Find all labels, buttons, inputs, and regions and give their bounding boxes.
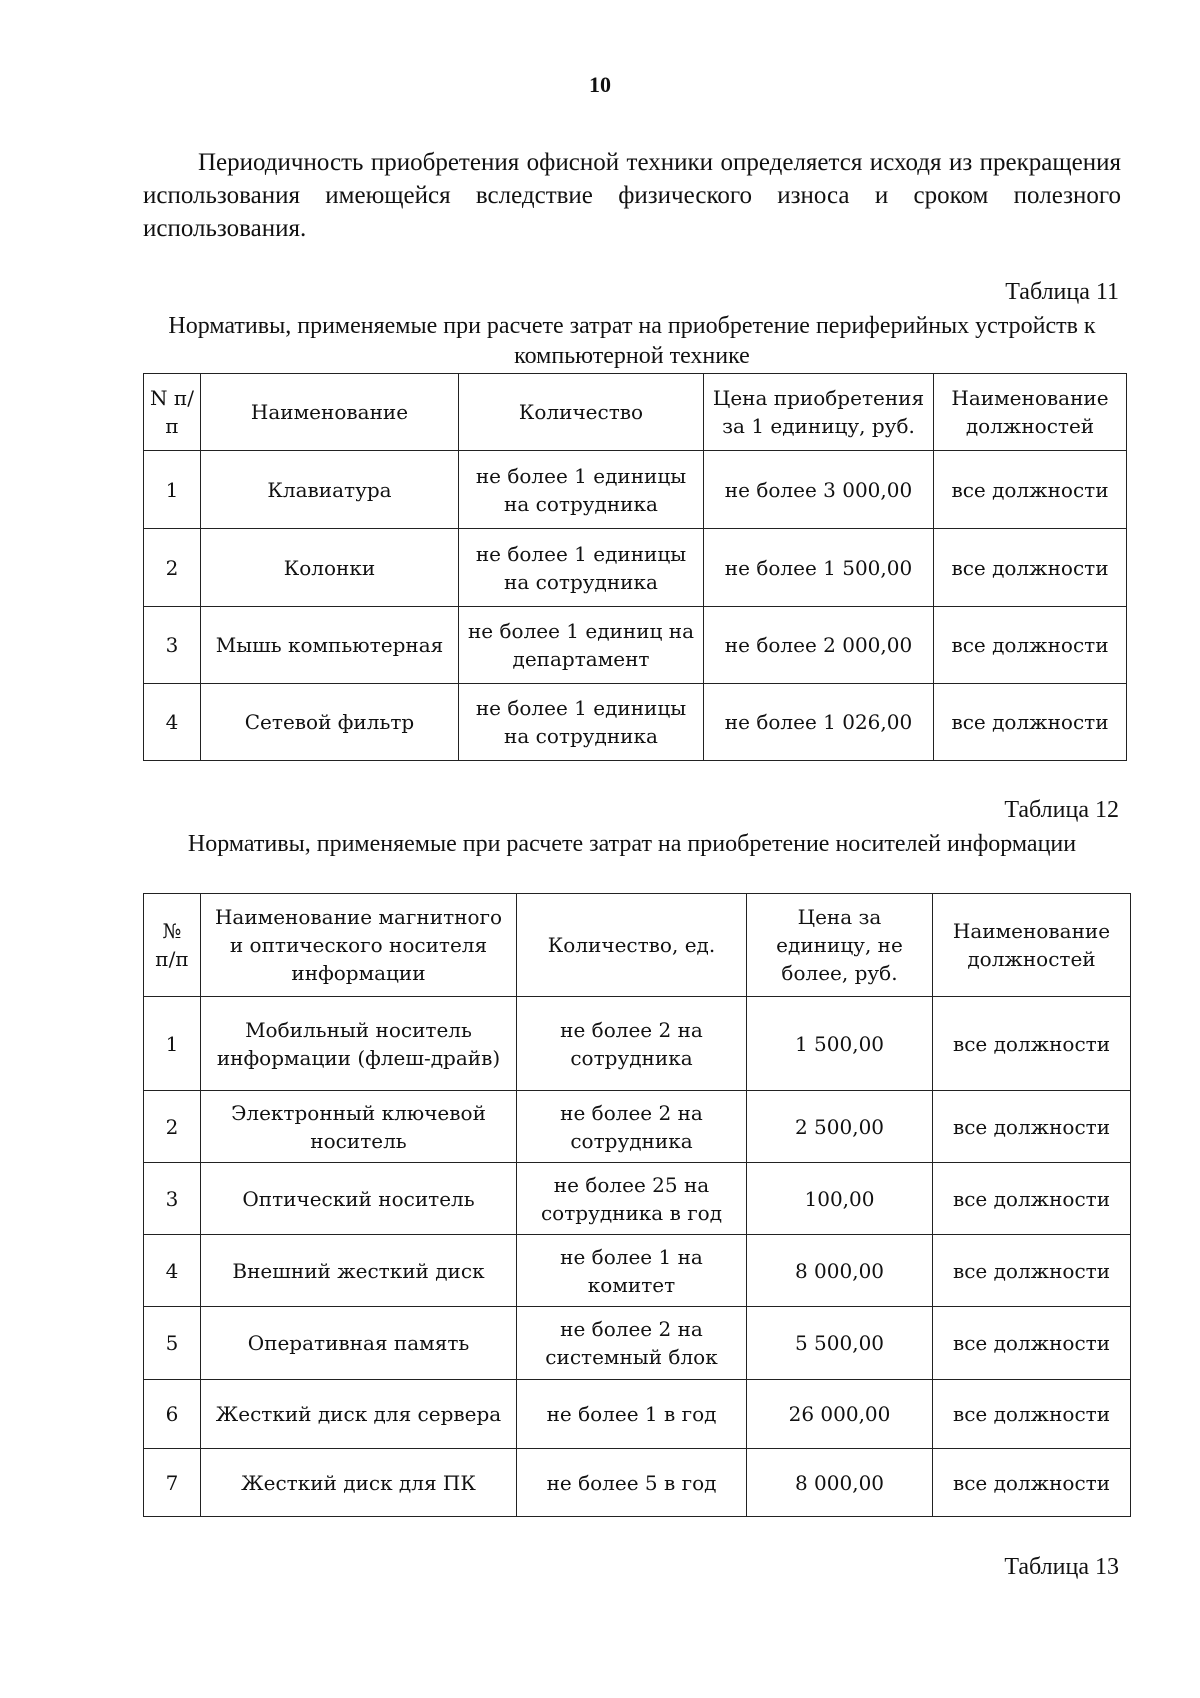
table-row bbox=[144, 1235, 1131, 1307]
table-cell: 1 bbox=[144, 451, 201, 529]
table-cell: все должности bbox=[934, 684, 1127, 761]
table-cell: Мышь компьютерная bbox=[201, 607, 459, 684]
table-12-header: Количество, ед. bbox=[517, 894, 747, 997]
table-row bbox=[144, 607, 1127, 684]
table-12-title: Нормативы, применяемые при расчете затрат на приобретение носителей информации bbox=[187, 831, 1077, 857]
table-cell: 26 000,00 bbox=[747, 1380, 933, 1449]
table-11-header: Цена приобретения за 1 единицу, руб. bbox=[704, 374, 934, 451]
table-cell: Колонки bbox=[201, 529, 459, 607]
table-cell: 4 bbox=[144, 684, 201, 761]
table-row bbox=[144, 1307, 1131, 1380]
table-cell: 2 bbox=[144, 1091, 201, 1163]
table-cell: Мобильный носитель информации (флеш-драйв) bbox=[201, 997, 517, 1091]
table-cell: не более 2 на сотрудника bbox=[517, 1091, 747, 1163]
table-cell: 8 000,00 bbox=[747, 1449, 933, 1517]
table-cell: все должности bbox=[933, 1380, 1131, 1449]
table-cell: не более 5 в год bbox=[517, 1449, 747, 1517]
table-cell: 7 bbox=[144, 1449, 201, 1517]
table-cell: не более 25 на сотрудника в год bbox=[517, 1163, 747, 1235]
table-13-label: Таблица 13 bbox=[1004, 1554, 1119, 1580]
table-cell: все должности bbox=[933, 1235, 1131, 1307]
table-cell: Оперативная память bbox=[201, 1307, 517, 1380]
table-cell: 2 500,00 bbox=[747, 1091, 933, 1163]
table-11-header-row bbox=[144, 374, 1127, 451]
table-11-header: Наименование должностей bbox=[934, 374, 1127, 451]
table-cell: не более 2 000,00 bbox=[704, 607, 934, 684]
table-11-title: Нормативы, применяемые при расчете затрат на приобретение периферийных устройств к компьютерной технике bbox=[168, 313, 1096, 369]
table-row bbox=[144, 1163, 1131, 1235]
table-cell: все должности bbox=[933, 1307, 1131, 1380]
table-cell: 6 bbox=[144, 1380, 201, 1449]
page-number: 10 bbox=[589, 72, 611, 97]
table-cell: 5 bbox=[144, 1307, 201, 1380]
table-cell: все должности bbox=[934, 529, 1127, 607]
table-cell: 1 500,00 bbox=[747, 997, 933, 1091]
table-cell: 5 500,00 bbox=[747, 1307, 933, 1380]
table-row bbox=[144, 684, 1127, 761]
table-12-header: Наименование магнитного и оптического носителя информации bbox=[201, 894, 517, 997]
table-cell: все должности bbox=[933, 1163, 1131, 1235]
table-cell: не более 1 единиц на департамент bbox=[459, 607, 704, 684]
table-row bbox=[144, 997, 1131, 1091]
table-cell: все должности bbox=[933, 1091, 1131, 1163]
table-cell: Жесткий диск для ПК bbox=[201, 1449, 517, 1517]
table-cell: 4 bbox=[144, 1235, 201, 1307]
table-cell: не более 1 единицы на сотрудника bbox=[459, 529, 704, 607]
table-row bbox=[144, 529, 1127, 607]
table-12-label: Таблица 12 bbox=[1004, 797, 1119, 823]
table-12 bbox=[143, 893, 1131, 1517]
table-cell: Сетевой фильтр bbox=[201, 684, 459, 761]
table-cell: все должности bbox=[933, 1449, 1131, 1517]
table-cell: Электронный ключевой носитель bbox=[201, 1091, 517, 1163]
table-cell: Оптический носитель bbox=[201, 1163, 517, 1235]
table-cell: не более 1 026,00 bbox=[704, 684, 934, 761]
table-cell: 3 bbox=[144, 1163, 201, 1235]
table-cell: не более 1 на комитет bbox=[517, 1235, 747, 1307]
table-row bbox=[144, 1380, 1131, 1449]
table-cell: не более 1 в год bbox=[517, 1380, 747, 1449]
table-cell: Внешний жесткий диск bbox=[201, 1235, 517, 1307]
table-cell: Клавиатура bbox=[201, 451, 459, 529]
table-cell: не более 2 на сотрудника bbox=[517, 997, 747, 1091]
table-row bbox=[144, 451, 1127, 529]
table-11-header: N п/п bbox=[144, 374, 201, 451]
table-cell: не более 1 единицы на сотрудника bbox=[459, 451, 704, 529]
table-11 bbox=[143, 373, 1127, 761]
table-cell: 3 bbox=[144, 607, 201, 684]
table-11-header: Наименование bbox=[201, 374, 459, 451]
table-row bbox=[144, 1449, 1131, 1517]
table-row bbox=[144, 1091, 1131, 1163]
table-12-header: Цена за единицу, не более, руб. bbox=[747, 894, 933, 997]
table-cell: все должности bbox=[934, 607, 1127, 684]
table-12-header-row bbox=[144, 894, 1131, 997]
table-cell: не более 3 000,00 bbox=[704, 451, 934, 529]
table-cell: 100,00 bbox=[747, 1163, 933, 1235]
table-cell: не более 2 на системный блок bbox=[517, 1307, 747, 1380]
table-cell: Жесткий диск для сервера bbox=[201, 1380, 517, 1449]
table-11-label: Таблица 11 bbox=[1005, 279, 1119, 305]
table-11-header: Количество bbox=[459, 374, 704, 451]
table-cell: 8 000,00 bbox=[747, 1235, 933, 1307]
table-12-header: № п/п bbox=[144, 894, 201, 997]
table-12-header: Наименование должностей bbox=[933, 894, 1131, 997]
table-cell: 1 bbox=[144, 997, 201, 1091]
table-cell: не более 1 500,00 bbox=[704, 529, 934, 607]
table-cell: все должности bbox=[934, 451, 1127, 529]
table-cell: не более 1 единицы на сотрудника bbox=[459, 684, 704, 761]
table-cell: 2 bbox=[144, 529, 201, 607]
intro-paragraph: Периодичность приобретения офисной техники определяется исходя из прекращения использования имеющейся вследствие физического износа и сроком полезного использования. bbox=[143, 149, 1121, 242]
table-cell: все должности bbox=[933, 997, 1131, 1091]
